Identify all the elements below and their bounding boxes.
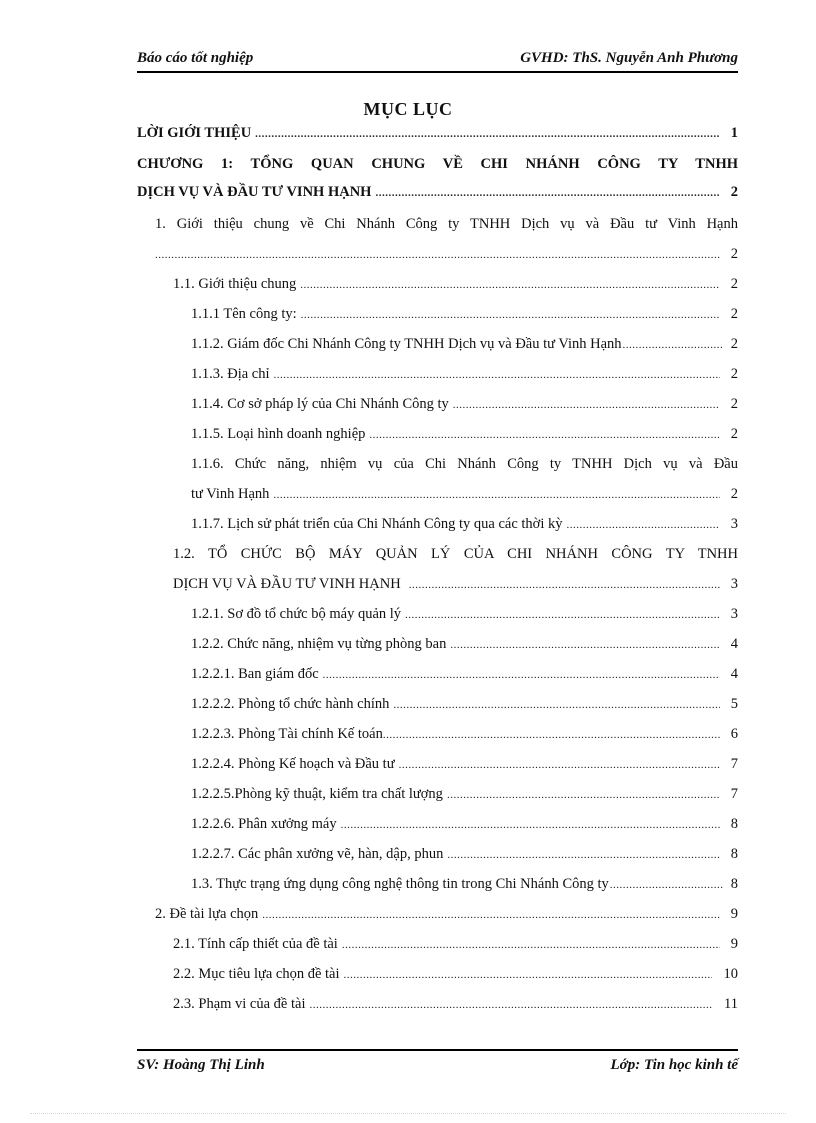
dot-leader [453, 399, 720, 411]
page-number: 2 [730, 184, 738, 200]
toc-entry-1-2-2-7[interactable]: 1.2.2.7. Các phân xưởng vẽ, hàn, dập, phun ..... 8 [191, 846, 738, 870]
toc-entry-section-2[interactable]: 2. Đề tài lựa chọn ..... 9 [155, 906, 738, 930]
toc-entry-1-2-2-4[interactable]: 1.2.2.4. Phòng Kế hoạch và Đầu tư ..... 7 [191, 756, 738, 780]
page-number: 10 [723, 966, 738, 982]
toc-entry-1-1-6[interactable]: 1.1.6. Chức năng, nhiệm vụ của Chi Nhánh Công ty TNHH Dịch vụ và Đầu [191, 456, 738, 472]
toc-entry-1-1[interactable]: 1.1. Giới thiệu chung ..... 2 [173, 276, 738, 300]
page-number: 2 [730, 426, 738, 442]
page-number: 3 [730, 516, 738, 532]
header-report-title: Báo cáo tốt nghiệp [137, 50, 254, 66]
dot-leader [369, 429, 720, 441]
toc-entry-2-2[interactable]: 2.2. Mục tiêu lựa chọn đề tài ..... 10 [173, 966, 738, 990]
toc-entry-section-1-cont[interactable] [155, 246, 738, 270]
toc-entry-section-1[interactable]: 1. Giới thiệu chung về Chi Nhánh Công ty TNHH Dịch vụ và Đầu tư Vinh Hạnh [155, 216, 738, 232]
toc-entry-1-2-cont[interactable]: DỊCH VỤ VÀ ĐẦU TƯ VINH HẠNH ..... 3 [173, 576, 738, 600]
toc-entry-1-2-2-1[interactable]: 1.2.2.1. Ban giám đốc ..... 4 [191, 666, 738, 690]
page-title: MỤC LỤC [363, 99, 453, 119]
dot-leader [610, 879, 723, 891]
dot-leader [323, 669, 720, 681]
toc-entry-1-2-2-6[interactable]: 1.2.2.6. Phân xưởng máy ..... 8 [191, 816, 738, 840]
dot-leader [274, 369, 720, 381]
page-number: 7 [730, 786, 738, 802]
page-number: 9 [730, 906, 738, 922]
dot-leader [409, 579, 720, 591]
page-number: 7 [730, 756, 738, 772]
toc-entry-1-1-3[interactable]: 1.1.3. Địa chỉ ..... 2 [191, 366, 738, 390]
dot-leader [155, 249, 720, 261]
page-number: 4 [730, 636, 738, 652]
toc-entry-1-2-2-3[interactable]: 1.2.2.3. Phòng Tài chính Kế toán ..... 6 [191, 726, 738, 750]
page-number: 6 [730, 726, 738, 742]
toc-entry-1-2-2-2[interactable]: 1.2.2.2. Phòng tổ chức hành chính ..... 5 [191, 696, 738, 720]
page-number: 3 [730, 576, 738, 592]
toc-entry-1-2-1[interactable]: 1.2.1. Sơ đồ tổ chức bộ máy quản lý ..... 3 [191, 606, 738, 630]
page-edge-divider [30, 1113, 786, 1115]
toc-entry-1-1-5[interactable]: 1.1.5. Loại hình doanh nghiệp ..... 2 [191, 426, 738, 450]
dot-leader [375, 187, 720, 199]
dot-leader [262, 909, 720, 921]
page-number: 8 [730, 876, 738, 892]
page-number: 8 [730, 846, 738, 862]
dot-leader [447, 789, 720, 801]
page-number: 11 [724, 996, 738, 1012]
toc-entry-loi-gioi-thieu[interactable]: LỜI GIỚI THIỆU ..... 1 [137, 125, 738, 149]
page-header [137, 47, 738, 73]
dot-leader [300, 279, 720, 291]
page-number: 2 [730, 396, 738, 412]
toc-entry-1-2[interactable]: 1.2. TỔ CHỨC BỘ MÁY QUẢN LÝ CỦA CHI NHÁNH CÔNG TY TNHH [173, 546, 738, 562]
toc-entry-1-3[interactable]: 1.3. Thực trạng ứng dụng công nghệ thông tin trong Chi Nhánh Công ty ..... 8 [191, 876, 738, 900]
dot-leader [399, 759, 720, 771]
page-number: 2 [730, 366, 738, 382]
toc-entry-1-1-1[interactable]: 1.1.1 Tên công ty: ..... 2 [191, 306, 738, 330]
toc-entry-1-1-7[interactable]: 1.1.7. Lịch sử phát triển của Chi Nhánh Công ty qua các thời kỳ ..... 3 [191, 516, 738, 540]
dot-leader [301, 309, 720, 321]
dot-leader [255, 128, 720, 140]
dot-leader [567, 519, 720, 531]
toc-entry-1-1-6-cont[interactable]: tư Vinh Hạnh ..... 2 [191, 486, 738, 510]
page-number: 4 [730, 666, 738, 682]
page-number: 5 [730, 696, 738, 712]
page-number: 1 [730, 125, 738, 141]
page-number: 2 [730, 486, 738, 502]
toc-entry-1-1-4[interactable]: 1.1.4. Cơ sở pháp lý của Chi Nhánh Công ty ..... 2 [191, 396, 738, 420]
page-number: 9 [730, 936, 738, 952]
page-number: 3 [730, 606, 738, 622]
toc-entry-2-1[interactable]: 2.1. Tính cấp thiết của đề tài ..... 9 [173, 936, 738, 960]
dot-leader [450, 639, 720, 651]
dot-leader [344, 969, 712, 981]
page-number: 2 [730, 246, 738, 262]
dot-leader [309, 999, 712, 1011]
footer-student-name: SV: Hoàng Thị Linh [137, 1057, 265, 1073]
toc-entry-1-2-2-5[interactable]: 1.2.2.5.Phòng kỹ thuật, kiểm tra chất lượng ..... 7 [191, 786, 738, 810]
toc-entry-1-1-2[interactable]: 1.1.2. Giám đốc Chi Nhánh Công ty TNHH Dịch vụ và Đầu tư Vinh Hạnh ..... 2 [191, 336, 738, 360]
page-number: 2 [730, 336, 738, 352]
header-supervisor: GVHD: ThS. Nguyễn Anh Phương [520, 50, 738, 66]
toc-entry-chuong-1[interactable]: CHƯƠNG 1: TỔNG QUAN CHUNG VỀ CHI NHÁNH CÔNG TY TNHH [137, 156, 738, 172]
dot-leader [342, 939, 720, 951]
dot-leader [341, 819, 720, 831]
footer-class-name: Lớp: Tin học kinh tế [610, 1057, 738, 1073]
page-footer [137, 1049, 738, 1077]
toc-entry-2-3[interactable]: 2.3. Phạm vi của đề tài ..... 11 [173, 996, 738, 1020]
toc-entry-chuong-1-cont[interactable]: DỊCH VỤ VÀ ĐẦU TƯ VINH HẠNH ..... 2 [137, 184, 738, 208]
page-number: 2 [730, 306, 738, 322]
page-number: 8 [730, 816, 738, 832]
page-number: 2 [730, 276, 738, 292]
dot-leader [405, 609, 720, 621]
dot-leader [447, 849, 720, 861]
dot-leader [623, 339, 723, 351]
toc-entry-1-2-2[interactable]: 1.2.2. Chức năng, nhiệm vụ từng phòng ban ..... 4 [191, 636, 738, 660]
dot-leader [273, 489, 720, 501]
dot-leader [393, 699, 720, 711]
dot-leader [383, 729, 720, 741]
